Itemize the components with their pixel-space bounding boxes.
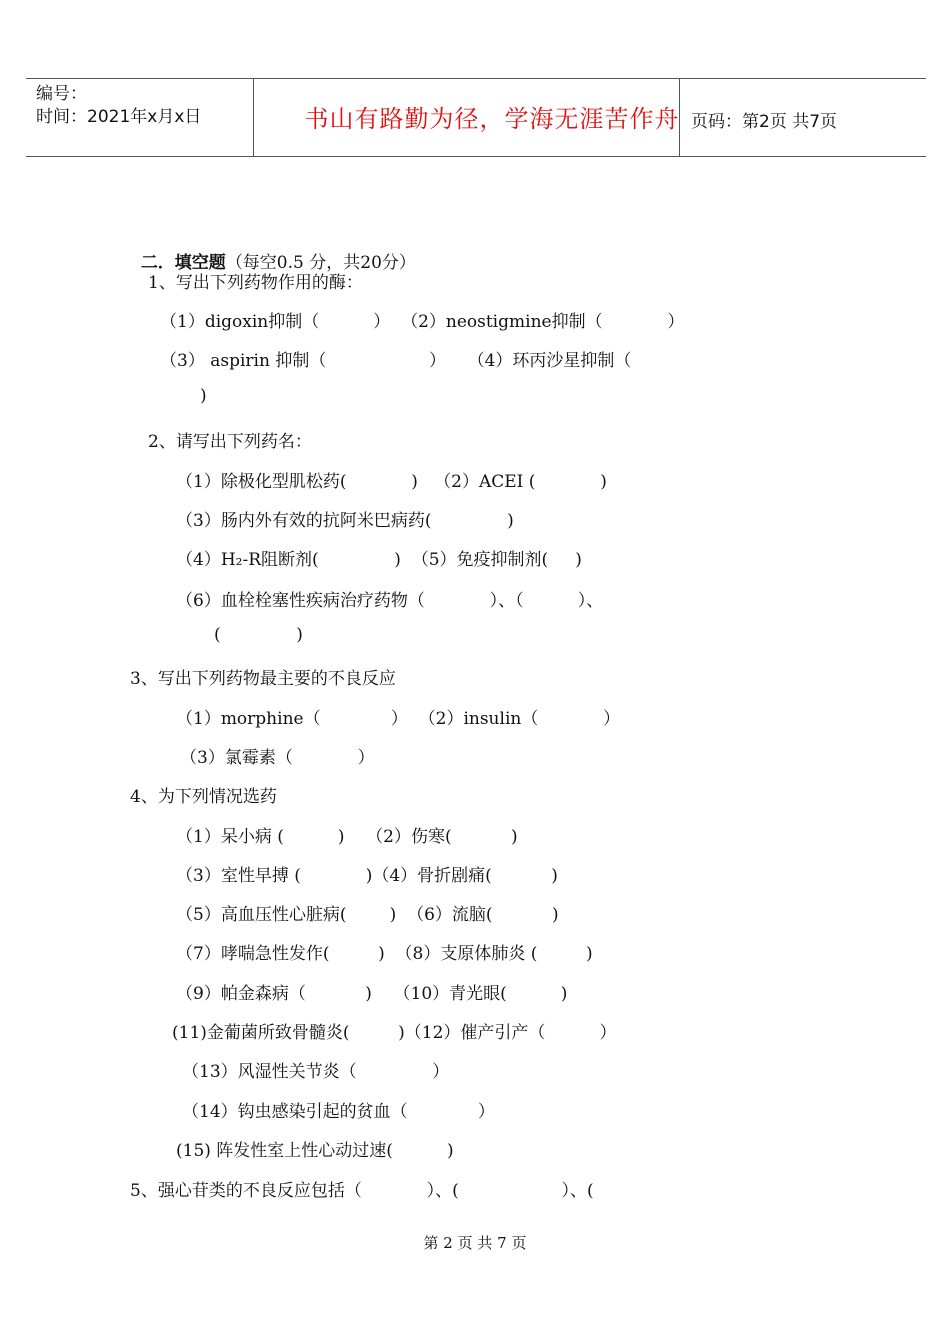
header-divider bbox=[253, 79, 254, 156]
question-line: （1）除极化型肌松药( ) （2）ACEI ( ) bbox=[176, 472, 607, 492]
question-line: （1）digoxin抑制（ ） （2）neostigmine抑制（ ） bbox=[160, 312, 685, 332]
question-line: 4、为下列情况选药 bbox=[130, 787, 277, 807]
question-line: （3）肠内外有效的抗阿米巴病药( ) bbox=[176, 511, 514, 531]
question-line: 5、强心苷类的不良反应包括（ ）、( ）、( bbox=[130, 1181, 594, 1201]
page-footer: 第 2 页 共 7 页 bbox=[423, 1234, 527, 1252]
time-label: 时间：2021年x月x日 bbox=[36, 107, 202, 127]
question-line: ( ) bbox=[214, 625, 303, 645]
question-line: （3）室性早搏 ( )（4）骨折剧痛( ) bbox=[176, 866, 558, 886]
document-header bbox=[26, 78, 926, 157]
question-line: （7）哮喘急性发作( ) （8）支原体肺炎 ( ) bbox=[176, 944, 593, 964]
header-meta bbox=[36, 83, 201, 129]
question-line: 1、写出下列药物作用的酶： bbox=[148, 273, 363, 293]
question-line: （1）morphine（ ） （2）insulin（ ） bbox=[176, 709, 621, 729]
question-line: ) bbox=[200, 386, 207, 406]
question-line: (15) 阵发性室上性心动过速( ) bbox=[176, 1141, 454, 1161]
question-line: （4）H₂-R阻断剂( ) （5）免疫抑制剂( ) bbox=[176, 550, 582, 570]
question-line: （13）风湿性关节炎（ ） bbox=[182, 1062, 450, 1082]
question-line: 3、写出下列药物最主要的不良反应 bbox=[130, 669, 396, 689]
section-title: 二．填空题 bbox=[140, 253, 226, 273]
question-line: （3） aspirin 抑制（ ） （4）环丙沙星抑制（ bbox=[160, 351, 632, 371]
question-line: 2、请写出下列药名： bbox=[148, 432, 312, 452]
section-note: （每空0.5 分，共20分） bbox=[225, 253, 416, 273]
question-line: （14）钩虫感染引起的贫血（ ） bbox=[182, 1102, 495, 1122]
question-line: （1）呆小病 ( ) （2）伤寒( ) bbox=[176, 827, 518, 847]
motto: 书山有路勤为径，学海无涯苦作舟 bbox=[304, 105, 680, 133]
question-line: (11)金葡菌所致骨髓炎( )（12）催产引产（ ） bbox=[172, 1023, 617, 1043]
question-line: （3）氯霉素（ ） bbox=[180, 748, 375, 768]
question-line: （9）帕金森病（ ) （10）青光眼( ) bbox=[176, 984, 568, 1004]
section-heading bbox=[130, 228, 416, 273]
question-line: （5）高血压性心脏病( ) （6）流脑( ) bbox=[176, 905, 559, 925]
serial-label: 编号： bbox=[36, 84, 87, 104]
question-line: （6）血栓栓塞性疾病治疗药物（ ）、（ ）、 bbox=[176, 591, 604, 611]
page-info: 页码：第2页 共7页 bbox=[691, 112, 838, 132]
